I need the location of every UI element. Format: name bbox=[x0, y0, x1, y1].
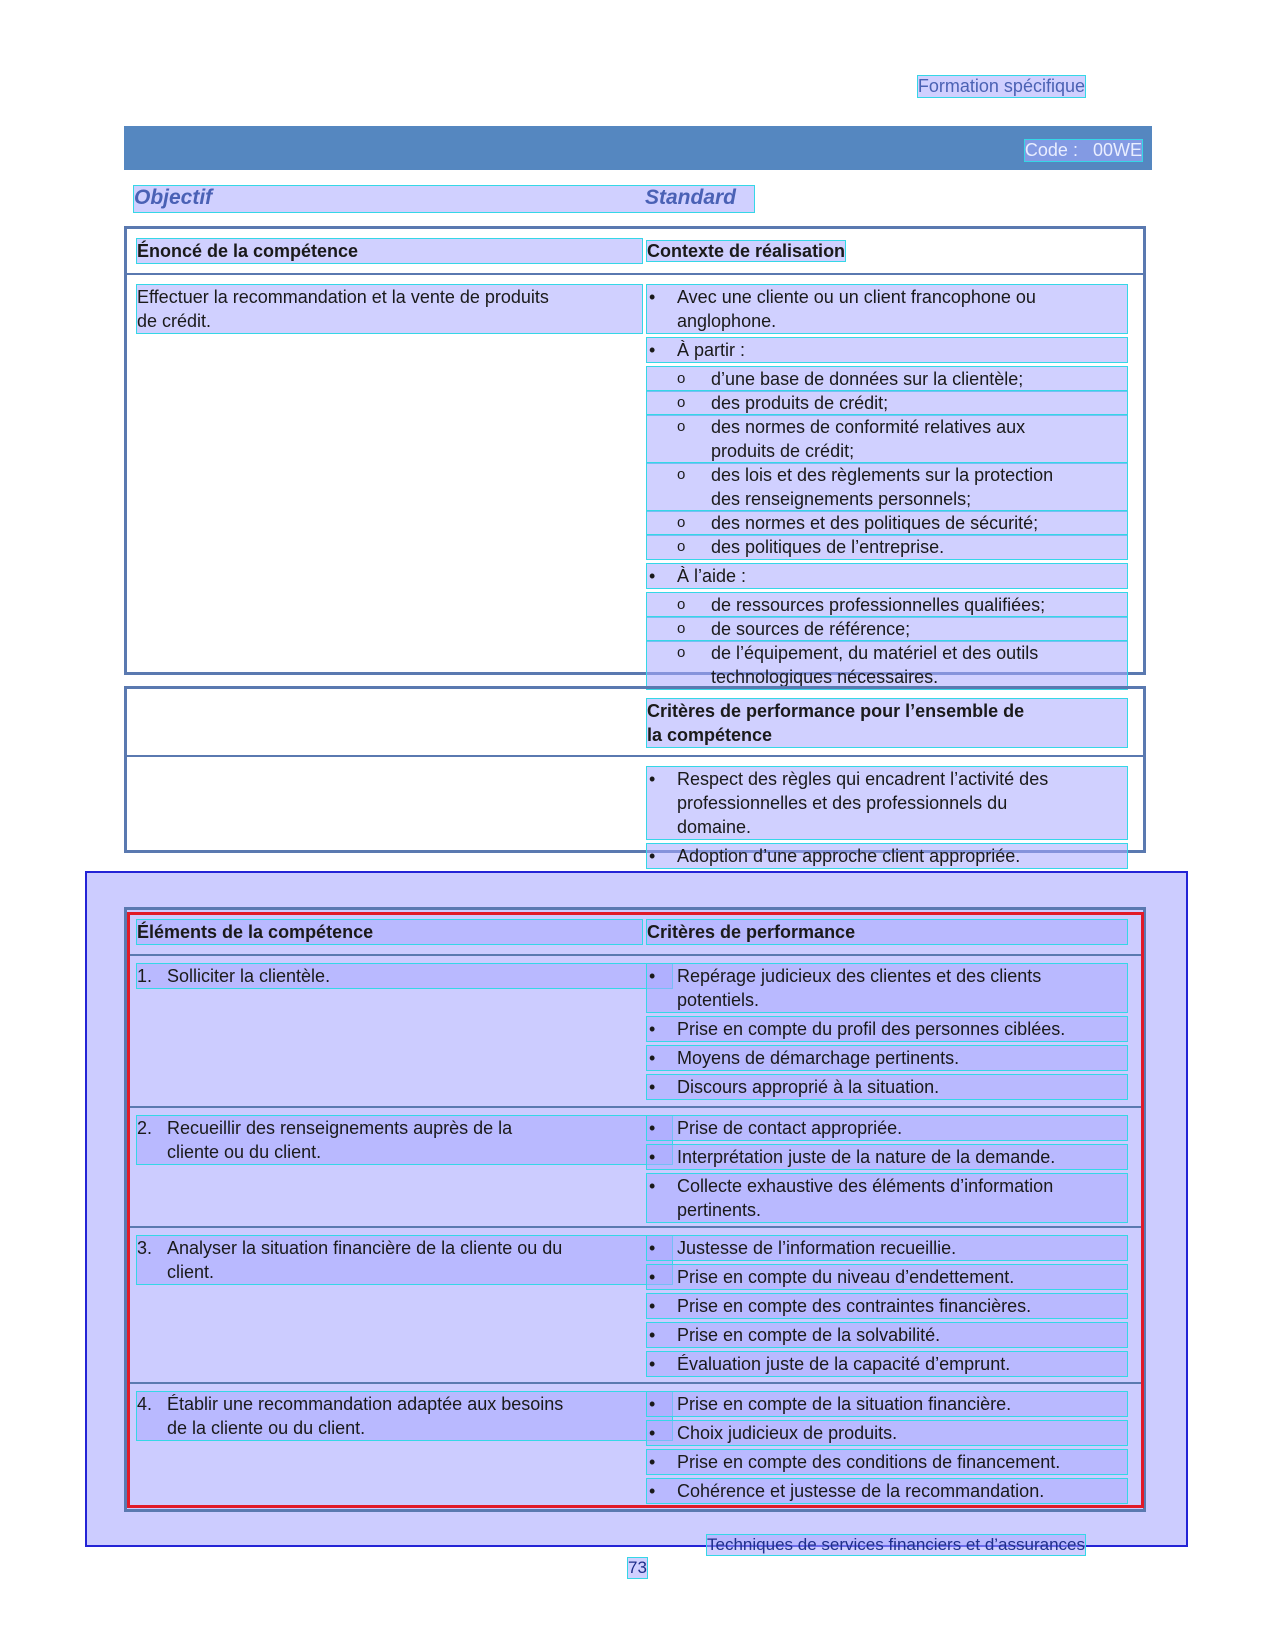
criterion: • Prise en compte du profil des personnes ciblées. bbox=[647, 1017, 1127, 1041]
element-text: 4. Établir une recommandation adaptée aux besoins de la cliente ou du client. bbox=[137, 1392, 672, 1440]
program-title: Techniques de services financiers et d’assurances bbox=[707, 1535, 1085, 1554]
competency-code: Code : 00WE bbox=[1024, 140, 1142, 160]
criterion: • Cohérence et justesse de la recommandation. bbox=[647, 1479, 1127, 1503]
context-subitem: o des normes de conformité relatives aux produits de crédit; bbox=[647, 415, 1127, 463]
context-subitem: o de sources de référence; bbox=[647, 617, 1127, 641]
criterion: • Évaluation juste de la capacité d’emprunt. bbox=[647, 1352, 1127, 1376]
criteria-header: Critères de performance bbox=[647, 920, 1127, 944]
section-title: Formation spécifique bbox=[917, 76, 1085, 96]
overall-criteria-list bbox=[647, 767, 1127, 873]
criterion: • Discours approprié à la situation. bbox=[647, 1075, 1127, 1099]
element-text: 2. Recueillir des renseignements auprès de la cliente ou du client. bbox=[137, 1116, 672, 1164]
criterion: • Interprétation juste de la nature de la demande. bbox=[647, 1145, 1127, 1169]
context-subitem: o des lois et des règlements sur la protection des renseignements personnels; bbox=[647, 463, 1127, 511]
overall-performance-table bbox=[124, 686, 1146, 866]
objective-label: Objectif bbox=[134, 186, 213, 209]
highlight-frame bbox=[127, 912, 1144, 1508]
context-header: Contexte de réalisation bbox=[647, 241, 846, 261]
context-subitem: o des normes et des politiques de sécurité; bbox=[647, 511, 1127, 535]
criterion: • Collecte exhaustive des éléments d’information pertinents. bbox=[647, 1174, 1127, 1222]
context-list bbox=[647, 285, 1127, 689]
context-bullet: • À l’aide : bbox=[647, 564, 1127, 588]
context-subitem: o des politiques de l’entreprise. bbox=[647, 535, 1127, 559]
criterion: • Justesse de l’information recueillie. bbox=[647, 1236, 1127, 1260]
criterion: • Repérage judicieux des clientes et des clients potentiels. bbox=[647, 964, 1127, 1012]
element-text: 1. Solliciter la clientèle. bbox=[137, 964, 672, 988]
criterion: • Prise en compte de la situation financière. bbox=[647, 1392, 1127, 1416]
criterion: • Choix judicieux de produits. bbox=[647, 1421, 1127, 1445]
statement-header: Énoncé de la compétence bbox=[137, 239, 642, 263]
overall-criterion: • Adoption d’une approche client appropriée. bbox=[647, 844, 1127, 868]
objective-row bbox=[134, 186, 754, 212]
elements-header: Éléments de la compétence bbox=[137, 920, 642, 944]
context-subitem: o d’une base de données sur la clientèle; bbox=[647, 367, 1127, 391]
competency-statement: Effectuer la recommandation et la vente de produits de crédit. bbox=[137, 285, 642, 333]
criterion: • Moyens de démarchage pertinents. bbox=[647, 1046, 1127, 1070]
context-subitem: o des produits de crédit; bbox=[647, 391, 1127, 415]
standard-label: Standard bbox=[645, 186, 737, 209]
code-bar bbox=[124, 126, 1152, 170]
context-subitem: o de l’équipement, du matériel et des outils technologiques nécessaires. bbox=[647, 641, 1127, 689]
context-subitem: o de ressources professionnelles qualifiées; bbox=[647, 593, 1127, 617]
criterion: • Prise en compte des conditions de financement. bbox=[647, 1450, 1127, 1474]
overall-criteria-header: Critères de performance pour l’ensemble de la compétence bbox=[647, 699, 1127, 747]
criterion: • Prise de contact appropriée. bbox=[647, 1116, 1127, 1140]
context-bullet: • À partir : bbox=[647, 338, 1127, 362]
competency-statement-table bbox=[124, 226, 1146, 687]
overall-criterion: • Respect des règles qui encadrent l’activité des professionnelles et des professionnels du domaine. bbox=[647, 767, 1127, 839]
page-number: 73 bbox=[628, 1558, 647, 1577]
element-text: 3. Analyser la situation financière de la cliente ou du client. bbox=[137, 1236, 672, 1284]
context-bullet: • Avec une cliente ou un client francophone ou anglophone. bbox=[647, 285, 1127, 333]
criterion: • Prise en compte des contraintes financières. bbox=[647, 1294, 1127, 1318]
criterion: • Prise en compte du niveau d’endettement. bbox=[647, 1265, 1127, 1289]
criterion: • Prise en compte de la solvabilité. bbox=[647, 1323, 1127, 1347]
